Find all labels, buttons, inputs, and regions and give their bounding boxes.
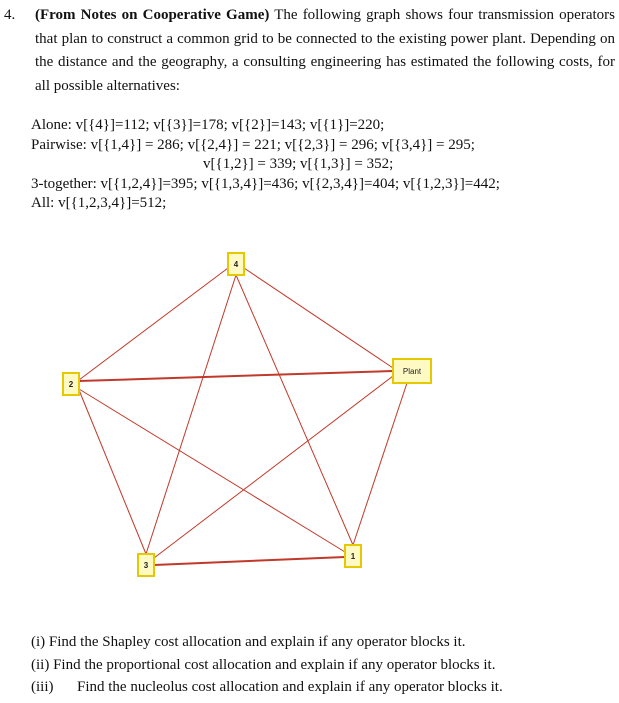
cost-three-together: 3-together: v[{1,2,4}]=395; v[{1,3,4}]=436; v[{2,3,4}]=404; v[{1,2,3}]=442; [31, 175, 500, 192]
question-3-text: Find the nucleolus cost allocation and explain if any operator blocks it. [77, 679, 503, 695]
graph-edges [79, 268, 407, 565]
question-2-text: Find the proportional cost allocation and explain if any operator blocks it. [49, 656, 496, 673]
edge-plant-3 [154, 376, 393, 558]
question-1 [31, 631, 503, 654]
cost-pairwise-2: v[{1,2}] = 339; v[{1,3}] = 352; [203, 156, 394, 172]
edge-2-1 [79, 389, 345, 552]
node-plant-label: Plant [402, 367, 422, 376]
cost-pairwise-1: Pairwise: v[{1,4}] = 286; v[{2,4}] = 221; v[{2,3}] = 296; v[{3,4}] = 295; [31, 136, 475, 153]
question-3-label: (iii) [31, 679, 54, 695]
question-1-label: (i) [31, 634, 46, 650]
edge-4-plant [244, 268, 393, 368]
node-1 [345, 545, 361, 567]
edge-2-3 [79, 390, 146, 554]
node-3 [138, 554, 154, 576]
edge-4-1 [236, 275, 353, 545]
cost-alone: Alone: v[{4}]=112; v[{3}]=178; v[{2}]=143; v[{1}]=220; [31, 117, 385, 133]
cost-all: All: v[{1,2,3,4}]=512; [31, 195, 167, 211]
question-2 [31, 654, 503, 677]
node-2-label: 2 [68, 380, 74, 389]
question-2-label: (ii) [31, 656, 50, 673]
edge-3-1 [154, 557, 345, 565]
question-list [31, 631, 503, 699]
node-1-label: 1 [350, 552, 356, 561]
node-4 [228, 253, 244, 275]
problem-number: 4. [4, 7, 16, 23]
edge-plant-2 [79, 371, 393, 381]
problem-title: (From Notes on Cooperative Game) [35, 7, 270, 23]
node-4-label: 4 [233, 260, 239, 269]
edge-4-3 [146, 275, 236, 554]
problem-intro-text: The following graph shows four transmission operators that plan to construct a common grid to be connected to the existing power plant. Depending on the distance and the geography, a consulting engineering has estimated the following costs, for all possible alternatives: [35, 7, 615, 94]
node-3-label: 3 [143, 561, 149, 570]
question-3 [31, 676, 503, 699]
node-plant [393, 359, 431, 383]
node-2 [63, 373, 79, 395]
edge-4-2 [79, 268, 228, 380]
question-1-text: Find the Shapley cost allocation and explain if any operator blocks it. [45, 634, 466, 650]
edge-plant-1 [353, 383, 407, 545]
